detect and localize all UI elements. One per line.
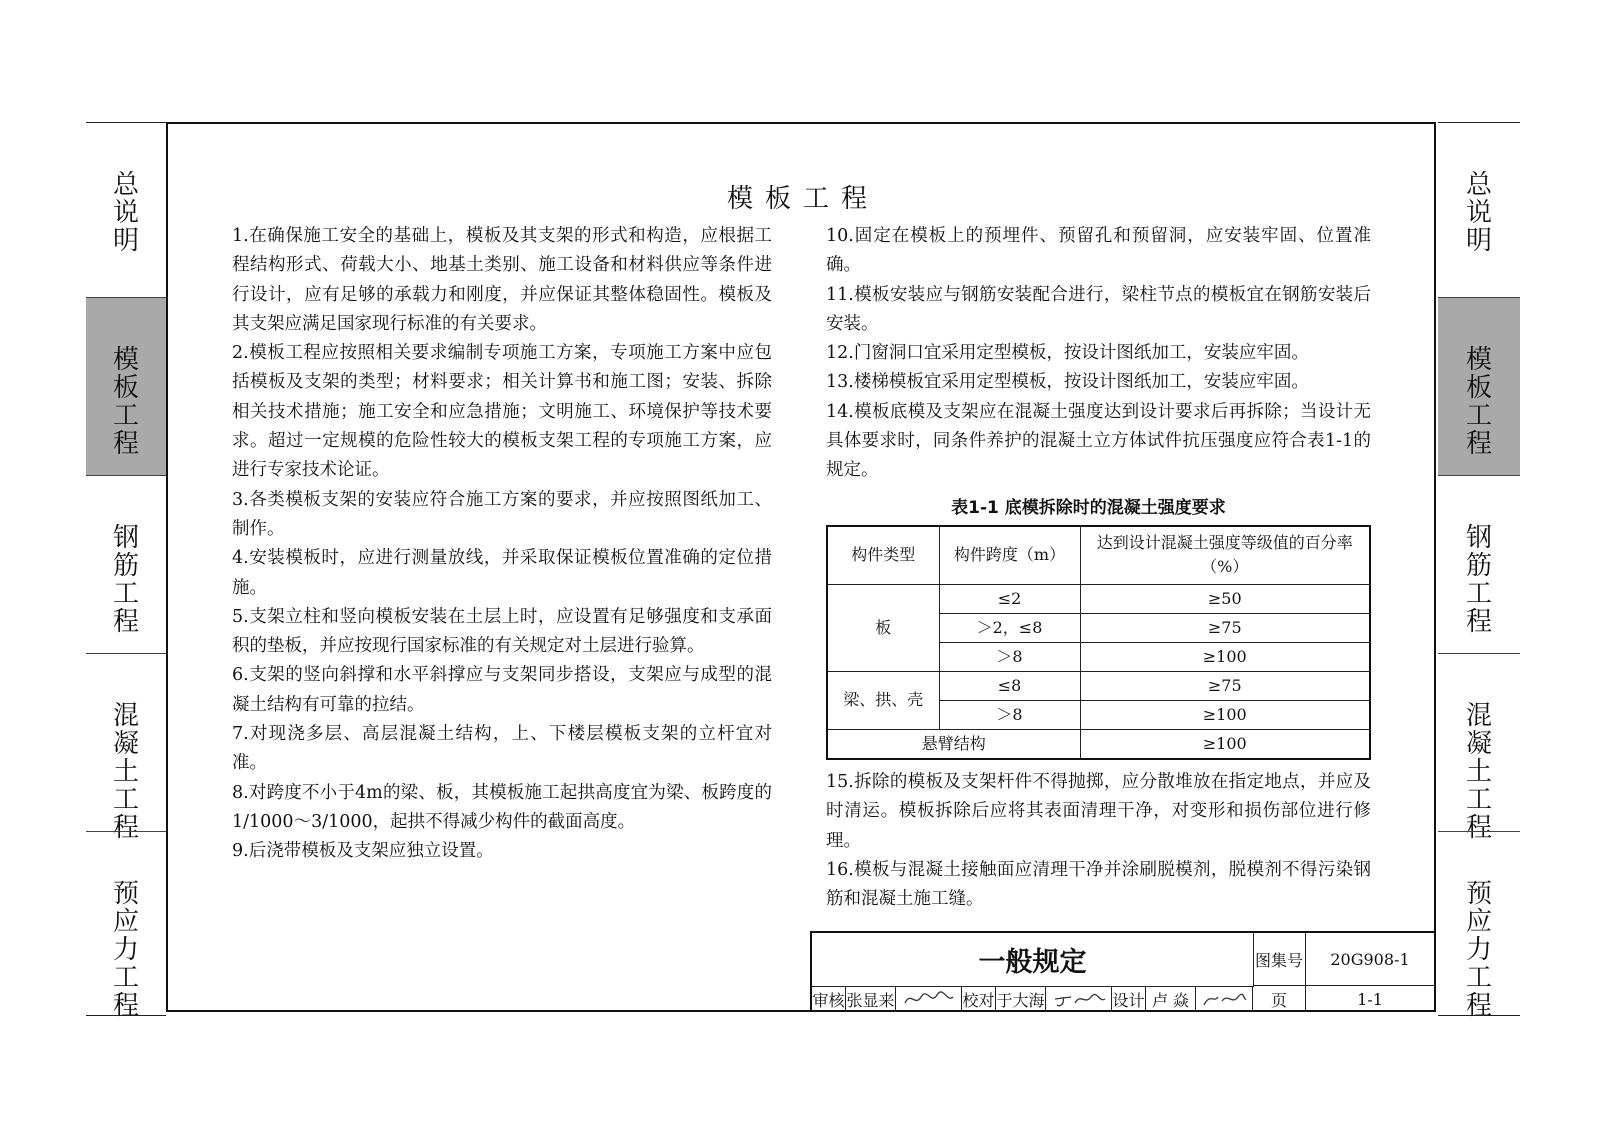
header-cell: 构件跨度（m） [939, 526, 1080, 585]
tab-label: 钢筋工程 [1465, 523, 1492, 637]
clause: 12.门窗洞口宜采用定型模板，按设计图纸加工，安装应牢固。 [826, 343, 1309, 364]
type-cell: 板 [827, 584, 939, 671]
tab-prestress[interactable] [86, 831, 166, 1021]
tab-label: 混凝土工程 [112, 701, 139, 843]
percent-cell: ≥100 [1080, 729, 1370, 759]
clause: 16.模板与混凝土接触面应清理干净并涂刷脱模剂，脱模剂不得污染钢筋和混凝土施工缝。 [826, 859, 1371, 910]
clause: 14.模板底模及支架应在混凝土强度达到设计要求后再拆除；当设计无具体要求时，同条件养护的混凝土立方体试件抗压强度应符合表1-1的规定。 [826, 401, 1371, 481]
percent-cell: ≥100 [1080, 700, 1370, 729]
type-cell: 梁、拱、壳 [827, 671, 939, 729]
reviewer-signature [896, 986, 962, 1012]
tab-concrete[interactable] [86, 653, 166, 843]
tab-label: 预应力工程 [112, 879, 139, 1021]
strength-table [826, 525, 1371, 760]
clause: 3.各类模板支架的安装应符合施工方案的要求，并应按照图纸加工、制作。 [232, 489, 772, 539]
checker-name: 于大海 [996, 986, 1046, 1012]
tab-general[interactable] [86, 123, 166, 297]
span-cell: ＞8 [939, 700, 1080, 729]
right-tab-strip [1438, 122, 1520, 1021]
table-row [827, 729, 1370, 759]
page-label: 页 [1253, 986, 1306, 1012]
clause: 1.在确保施工安全的基础上，模板及其支架的形式和构造，应根据工程结构形式、荷载大小、地基土类别、施工设备和材料供应等条件进行设计，应有足够的承载力和刚度，并应保证其整体稳固性。模板及其支架应满足国家现行标准的有关要求。 [232, 226, 772, 334]
table-title: 表1-1 底模拆除时的混凝土强度要求 [951, 497, 1226, 518]
signature-scribble [1051, 989, 1107, 1009]
sheet-name: 一般规定 [812, 933, 1254, 987]
tab-concrete[interactable] [1438, 653, 1520, 843]
tab-label: 总说明 [112, 170, 139, 256]
design-label: 设计 [1112, 986, 1146, 1012]
percent-cell: ≥75 [1080, 613, 1370, 642]
atlas-number: 20G908-1 [1306, 933, 1434, 986]
table-row [827, 584, 1370, 613]
tab-general[interactable] [1438, 123, 1520, 297]
percent-cell: ≥75 [1080, 671, 1370, 700]
checker-signature [1046, 986, 1112, 1012]
drawing-frame [166, 122, 1436, 1012]
tab-label: 模板工程 [1465, 345, 1492, 459]
span-cell: ＞8 [939, 642, 1080, 671]
signature-scribble [901, 989, 957, 1009]
signature-scribble [1200, 989, 1248, 1009]
span-cell: ≤2 [939, 584, 1080, 613]
clause: 11.模板安装应与钢筋安装配合进行，梁柱节点的模板宜在钢筋安装后安装。 [826, 284, 1371, 334]
percent-cell: ≥50 [1080, 584, 1370, 613]
review-label: 审核 [812, 986, 846, 1012]
type-cell: 悬臂结构 [827, 729, 1080, 759]
clause: 2.模板工程应按照相关要求编制专项施工方案，专项施工方案中应包括模板及支架的类型；材料要求；相关计算书和施工图；安装、拆除相关技术措施；施工安全和应急措施；文明施工、环境保护等技术要求。超过一定规模的危险性较大的模板支架工程的专项施工方案，应进行专家技术论证。 [232, 343, 772, 481]
table-row [827, 671, 1370, 700]
clause: 7.对现浇多层、高层混凝土结构，上、下楼层模板支架的立杆宜对准。 [232, 724, 772, 774]
clause: 13.楼梯模板宜采用定型模板，按设计图纸加工，安装应牢固。 [826, 372, 1309, 393]
left-column [232, 222, 772, 867]
left-tab-strip [86, 122, 166, 1021]
clause: 10.固定在模板上的预埋件、预留孔和预留洞，应安装牢固、位置准确。 [826, 226, 1371, 276]
clause: 6.支架的竖向斜撑和水平斜撑应与支架同步搭设，支架应与成型的混凝土结构有可靠的拉结。 [232, 665, 772, 715]
tab-prestress[interactable] [1438, 831, 1520, 1021]
designer-signature [1196, 986, 1253, 1012]
after-table-text [826, 768, 1371, 914]
designer-name: 卢 焱 [1146, 986, 1196, 1012]
tab-label: 预应力工程 [1465, 879, 1492, 1021]
tab-label: 钢筋工程 [112, 523, 139, 637]
right-column [826, 222, 1371, 914]
clause: 8.对跨度不小于4m的梁、板，其模板施工起拱高度宜为梁、板跨度的1/1000～3/1000，起拱不得减少构件的截面高度。 [232, 782, 772, 832]
tab-label: 模板工程 [112, 345, 139, 459]
title-block [810, 931, 1434, 1012]
page-number: 1-1 [1357, 989, 1383, 1009]
span-cell: ＞2，≤8 [939, 613, 1080, 642]
span-cell: ≤8 [939, 671, 1080, 700]
page-title: 模板工程 [726, 184, 879, 214]
percent-cell: ≥100 [1080, 642, 1370, 671]
table-header-row [827, 526, 1370, 585]
header-cell: 达到设计混凝土强度等级值的百分率（%） [1080, 526, 1370, 585]
clause: 9.后浇带模板及支架应独立设置。 [232, 841, 494, 862]
clause: 15.拆除的模板及支架杆件不得抛掷，应分散堆放在指定地点，并应及时清运。模板拆除后应将其表面清理干净，对变形和损伤部位进行修理。 [826, 771, 1371, 851]
tab-rebar[interactable] [86, 475, 166, 653]
tab-label: 混凝土工程 [1465, 701, 1492, 843]
tab-rebar[interactable] [1438, 475, 1520, 653]
atlas-label: 图集号 [1253, 933, 1306, 986]
reviewer-name: 张显来 [846, 986, 896, 1012]
clause: 4.安装模板时，应进行测量放线，并采取保证模板位置准确的定位措施。 [232, 548, 772, 598]
tab-formwork[interactable] [86, 297, 166, 475]
header-cell: 构件类型 [827, 526, 939, 585]
clause: 5.支架立柱和竖向模板安装在土层上时，应设置有足够强度和支承面积的垫板，并应按现行国家标准的有关规定对土层进行验算。 [232, 606, 772, 657]
tab-label: 总说明 [1465, 170, 1492, 256]
check-label: 校对 [962, 986, 996, 1012]
tab-formwork[interactable] [1438, 297, 1520, 475]
